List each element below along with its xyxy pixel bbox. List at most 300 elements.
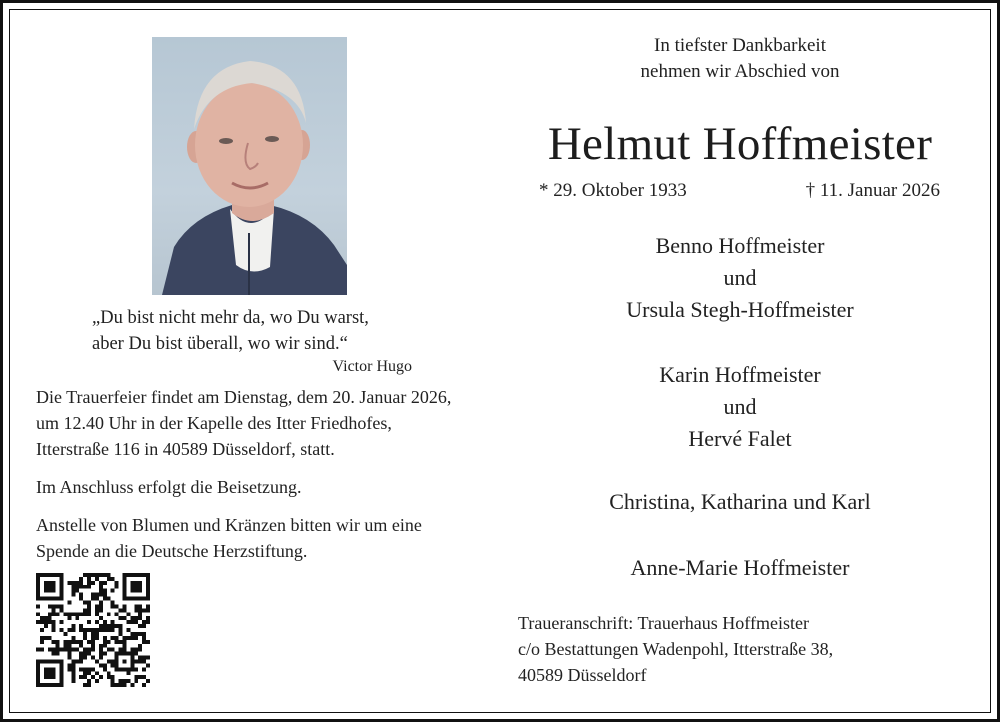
qr-module	[107, 640, 111, 644]
qr-module	[134, 632, 138, 636]
qr-module	[44, 683, 48, 687]
qr-module	[115, 585, 119, 589]
qr-module	[60, 683, 64, 687]
qr-module	[146, 597, 150, 601]
qr-module	[36, 597, 40, 601]
qr-module	[122, 597, 126, 601]
qr-module	[138, 608, 142, 612]
qr-module	[130, 589, 134, 593]
qr-module	[99, 573, 103, 577]
qr-module	[52, 573, 56, 577]
qr-module	[87, 640, 91, 644]
qr-module	[99, 593, 103, 597]
qr-module	[40, 620, 44, 624]
qr-module	[103, 589, 107, 593]
qr-module	[138, 612, 142, 616]
qr-module	[91, 640, 95, 644]
qr-module	[52, 597, 56, 601]
qr-module	[71, 589, 75, 593]
qr-module	[87, 612, 91, 616]
qr-module	[79, 577, 83, 581]
qr-module	[95, 659, 99, 663]
qr-module	[130, 663, 134, 667]
qr-code[interactable]	[36, 573, 150, 687]
qr-module	[91, 581, 95, 585]
qr-module	[79, 644, 83, 648]
qr-module	[56, 640, 60, 644]
qr-module	[67, 616, 71, 620]
qr-module	[52, 589, 56, 593]
qr-module	[95, 671, 99, 675]
qr-module	[111, 601, 115, 605]
qr-module	[111, 679, 115, 683]
qr-module	[60, 663, 64, 667]
qr-module	[122, 659, 126, 663]
qr-module	[79, 640, 83, 644]
qr-module	[119, 632, 123, 636]
qr-module	[87, 601, 91, 605]
qr-module	[146, 620, 150, 624]
qr-module	[52, 628, 56, 632]
qr-module	[52, 624, 56, 628]
qr-module	[71, 663, 75, 667]
qr-module	[71, 581, 75, 585]
qr-module	[115, 663, 119, 667]
qr-module	[134, 620, 138, 624]
qr-module	[138, 632, 142, 636]
qr-module	[122, 577, 126, 581]
qr-module	[103, 644, 107, 648]
qr-module	[48, 612, 52, 616]
qr-module	[119, 616, 123, 620]
intro-line-1: In tiefster Dankbarkeit	[654, 35, 826, 56]
qr-module	[60, 648, 64, 652]
qr-module	[134, 581, 138, 585]
qr-module	[67, 667, 71, 671]
qr-module	[52, 604, 56, 608]
qr-module	[115, 667, 119, 671]
qr-module	[83, 608, 87, 612]
qr-module	[91, 656, 95, 660]
address-line-2: c/o Bestattungen Wadenpohl, Itterstraße 38,	[518, 639, 834, 659]
qr-module	[142, 659, 146, 663]
qr-module	[52, 683, 56, 687]
qr-module	[60, 675, 64, 679]
mourner-name: Ursula Stegh-Hoffmeister	[626, 297, 854, 322]
qr-module	[60, 604, 64, 608]
qr-module	[142, 573, 146, 577]
qr-module	[130, 573, 134, 577]
qr-module	[103, 636, 107, 640]
qr-module	[134, 597, 138, 601]
qr-module	[134, 648, 138, 652]
qr-module	[48, 585, 52, 589]
qr-module	[40, 636, 44, 640]
qr-module	[130, 616, 134, 620]
qr-module	[126, 612, 130, 616]
qr-module	[119, 628, 123, 632]
mourning-address	[518, 610, 978, 688]
qr-module	[67, 628, 71, 632]
qr-module	[56, 597, 60, 601]
qr-module	[36, 585, 40, 589]
qr-module	[111, 659, 115, 663]
qr-module	[122, 644, 126, 648]
qr-module	[130, 652, 134, 656]
qr-module	[111, 577, 115, 581]
qr-module	[111, 636, 115, 640]
burial-paragraph: Im Anschluss erfolgt die Beisetzung.	[36, 477, 302, 497]
qr-module	[99, 581, 103, 585]
qr-module	[91, 667, 95, 671]
qr-module	[130, 597, 134, 601]
qr-module	[48, 659, 52, 663]
qr-module	[122, 581, 126, 585]
qr-module	[71, 659, 75, 663]
qr-module	[107, 628, 111, 632]
qr-module	[103, 593, 107, 597]
qr-module	[91, 597, 95, 601]
qr-module	[75, 648, 79, 652]
ceremony-line-3: Itterstraße 116 in 40589 Düsseldorf, statt.	[36, 439, 335, 459]
qr-module	[40, 628, 44, 632]
qr-module	[44, 589, 48, 593]
qr-module	[138, 648, 142, 652]
quote-line-2: aber Du bist überall, wo wir sind.“	[92, 334, 348, 354]
qr-module	[115, 656, 119, 660]
memorial-quote	[92, 305, 422, 377]
qr-module	[60, 671, 64, 675]
qr-module	[122, 652, 126, 656]
qr-module	[111, 648, 115, 652]
qr-module	[44, 624, 48, 628]
qr-module	[107, 624, 111, 628]
qr-module	[111, 663, 115, 667]
qr-module	[134, 616, 138, 620]
qr-module	[95, 593, 99, 597]
qr-module	[40, 683, 44, 687]
qr-module	[142, 656, 146, 660]
qr-module	[83, 683, 87, 687]
qr-module	[48, 648, 52, 652]
qr-module	[138, 585, 142, 589]
mourner-name: Karin Hoffmeister	[659, 362, 821, 387]
qr-module	[71, 671, 75, 675]
qr-module	[56, 644, 60, 648]
qr-module	[56, 612, 60, 616]
qr-module	[115, 604, 119, 608]
deceased-name: Helmut Hoffmeister	[547, 118, 933, 170]
qr-module	[56, 683, 60, 687]
qr-module	[130, 659, 134, 663]
qr-module	[142, 597, 146, 601]
qr-module	[146, 616, 150, 620]
portrait-illustration	[152, 37, 347, 295]
qr-module	[44, 585, 48, 589]
life-dates	[520, 178, 960, 204]
qr-module	[48, 581, 52, 585]
qr-module	[115, 636, 119, 640]
qr-module	[138, 659, 142, 663]
qr-module	[95, 620, 99, 624]
qr-module	[126, 573, 130, 577]
qr-module	[36, 581, 40, 585]
qr-module	[60, 628, 64, 632]
mourner-group-1	[540, 230, 940, 326]
qr-module	[52, 581, 56, 585]
qr-module	[87, 628, 91, 632]
qr-module	[87, 577, 91, 581]
qr-module	[67, 663, 71, 667]
qr-module	[138, 573, 142, 577]
qr-module	[48, 573, 52, 577]
qr-module	[103, 573, 107, 577]
qr-module	[122, 585, 126, 589]
qr-module	[79, 667, 83, 671]
qr-module	[87, 648, 91, 652]
qr-module	[48, 604, 52, 608]
qr-module	[103, 667, 107, 671]
qr-module	[83, 636, 87, 640]
ceremony-line-1: Die Trauerfeier findet am Dienstag, dem 20. Januar 2026,	[36, 387, 452, 407]
qr-module	[75, 581, 79, 585]
qr-module	[138, 644, 142, 648]
qr-module	[48, 667, 52, 671]
qr-module	[95, 636, 99, 640]
qr-module	[130, 585, 134, 589]
qr-module	[71, 593, 75, 597]
qr-module	[71, 612, 75, 616]
qr-module	[95, 608, 99, 612]
qr-module	[36, 612, 40, 616]
qr-module	[52, 620, 56, 624]
qr-module	[115, 624, 119, 628]
qr-module	[134, 659, 138, 663]
qr-module	[130, 656, 134, 660]
qr-module	[142, 683, 146, 687]
qr-module	[91, 573, 95, 577]
qr-module	[134, 636, 138, 640]
qr-module	[107, 573, 111, 577]
mourner-connector: und	[723, 394, 757, 419]
qr-module	[99, 616, 103, 620]
qr-module	[95, 577, 99, 581]
qr-module	[87, 620, 91, 624]
qr-module	[142, 667, 146, 671]
qr-module	[146, 577, 150, 581]
qr-module	[60, 608, 64, 612]
mourner-group-4: Anne-Marie Hoffmeister	[630, 555, 850, 580]
qr-module	[119, 683, 123, 687]
qr-module	[83, 648, 87, 652]
qr-module	[44, 675, 48, 679]
qr-module	[91, 593, 95, 597]
qr-module	[36, 573, 40, 577]
qr-module	[79, 581, 83, 585]
qr-module	[79, 597, 83, 601]
qr-module	[44, 659, 48, 663]
qr-module	[103, 640, 107, 644]
qr-module	[122, 608, 126, 612]
birth-date: * 29. Oktober 1933	[539, 180, 687, 201]
qr-module	[87, 671, 91, 675]
qr-module	[130, 636, 134, 640]
qr-module	[67, 581, 71, 585]
death-date: † 11. Januar 2026	[805, 180, 940, 201]
qr-module	[75, 659, 79, 663]
qr-module	[103, 652, 107, 656]
qr-module	[87, 585, 91, 589]
qr-module	[52, 671, 56, 675]
qr-module	[103, 628, 107, 632]
qr-module	[99, 604, 103, 608]
qr-module	[87, 652, 91, 656]
qr-module	[142, 608, 146, 612]
qr-module	[122, 640, 126, 644]
qr-module	[67, 656, 71, 660]
qr-module	[107, 671, 111, 675]
qr-module	[79, 585, 83, 589]
qr-module	[95, 597, 99, 601]
qr-module	[138, 604, 142, 608]
qr-module	[75, 585, 79, 589]
qr-module	[99, 624, 103, 628]
qr-module	[40, 597, 44, 601]
qr-module	[87, 604, 91, 608]
qr-module	[60, 581, 64, 585]
qr-module	[111, 620, 115, 624]
qr-module	[71, 585, 75, 589]
qr-module	[36, 648, 40, 652]
qr-module	[119, 679, 123, 683]
qr-module	[99, 656, 103, 660]
qr-module	[44, 636, 48, 640]
qr-module	[60, 667, 64, 671]
qr-module	[126, 628, 130, 632]
qr-module	[40, 659, 44, 663]
qr-module	[119, 624, 123, 628]
qr-module	[40, 648, 44, 652]
qr-module	[134, 679, 138, 683]
qr-module	[103, 581, 107, 585]
qr-module	[60, 597, 64, 601]
qr-module	[138, 656, 142, 660]
qr-module	[126, 597, 130, 601]
qr-module	[122, 616, 126, 620]
qr-module	[79, 624, 83, 628]
qr-module	[107, 675, 111, 679]
qr-module	[64, 640, 68, 644]
qr-module	[138, 589, 142, 593]
qr-module	[126, 636, 130, 640]
qr-module	[79, 652, 83, 656]
qr-module	[130, 667, 134, 671]
qr-module	[83, 573, 87, 577]
qr-module	[36, 620, 40, 624]
qr-module	[67, 652, 71, 656]
qr-module	[52, 612, 56, 616]
qr-module	[134, 585, 138, 589]
qr-module	[146, 663, 150, 667]
qr-module	[138, 624, 142, 628]
qr-module	[111, 675, 115, 679]
qr-module	[134, 608, 138, 612]
qr-module	[56, 652, 60, 656]
qr-module	[79, 593, 83, 597]
qr-module	[134, 589, 138, 593]
qr-module	[71, 636, 75, 640]
qr-module	[60, 620, 64, 624]
qr-module	[83, 632, 87, 636]
qr-module	[103, 624, 107, 628]
qr-module	[44, 597, 48, 601]
qr-module	[40, 573, 44, 577]
qr-module	[115, 652, 119, 656]
qr-module	[44, 671, 48, 675]
qr-module	[122, 667, 126, 671]
qr-module	[83, 656, 87, 660]
qr-module	[91, 636, 95, 640]
qr-module	[138, 616, 142, 620]
qr-module	[122, 683, 126, 687]
qr-module	[52, 675, 56, 679]
qr-module	[87, 608, 91, 612]
qr-module	[71, 648, 75, 652]
qr-module	[67, 640, 71, 644]
qr-module	[146, 581, 150, 585]
qr-module	[111, 604, 115, 608]
qr-module	[56, 648, 60, 652]
qr-module	[142, 636, 146, 640]
qr-module	[134, 667, 138, 671]
qr-module	[56, 659, 60, 663]
ceremony-paragraph	[36, 384, 506, 462]
qr-module	[71, 675, 75, 679]
qr-module	[138, 675, 142, 679]
mourner-name: Benno Hoffmeister	[655, 233, 825, 258]
mourner-group-2	[540, 359, 940, 455]
qr-module	[111, 624, 115, 628]
qr-module	[126, 671, 130, 675]
qr-module	[115, 581, 119, 585]
qr-module	[146, 573, 150, 577]
qr-module	[146, 589, 150, 593]
qr-module	[122, 604, 126, 608]
qr-module	[99, 652, 103, 656]
qr-module	[126, 652, 130, 656]
qr-module	[83, 628, 87, 632]
mourner-group-3: Christina, Katharina und Karl	[609, 489, 871, 514]
qr-module	[48, 675, 52, 679]
qr-module	[107, 577, 111, 581]
qr-module	[142, 640, 146, 644]
qr-module	[91, 644, 95, 648]
qr-module	[130, 648, 134, 652]
qr-module	[56, 604, 60, 608]
qr-module	[142, 632, 146, 636]
qr-module	[60, 593, 64, 597]
qr-module	[52, 659, 56, 663]
donation-paragraph	[36, 512, 506, 564]
qr-module	[64, 612, 68, 616]
qr-module	[87, 573, 91, 577]
qr-module	[95, 604, 99, 608]
qr-module	[146, 585, 150, 589]
qr-module	[52, 608, 56, 612]
qr-module	[60, 659, 64, 663]
qr-module	[122, 679, 126, 683]
qr-module	[111, 683, 115, 687]
